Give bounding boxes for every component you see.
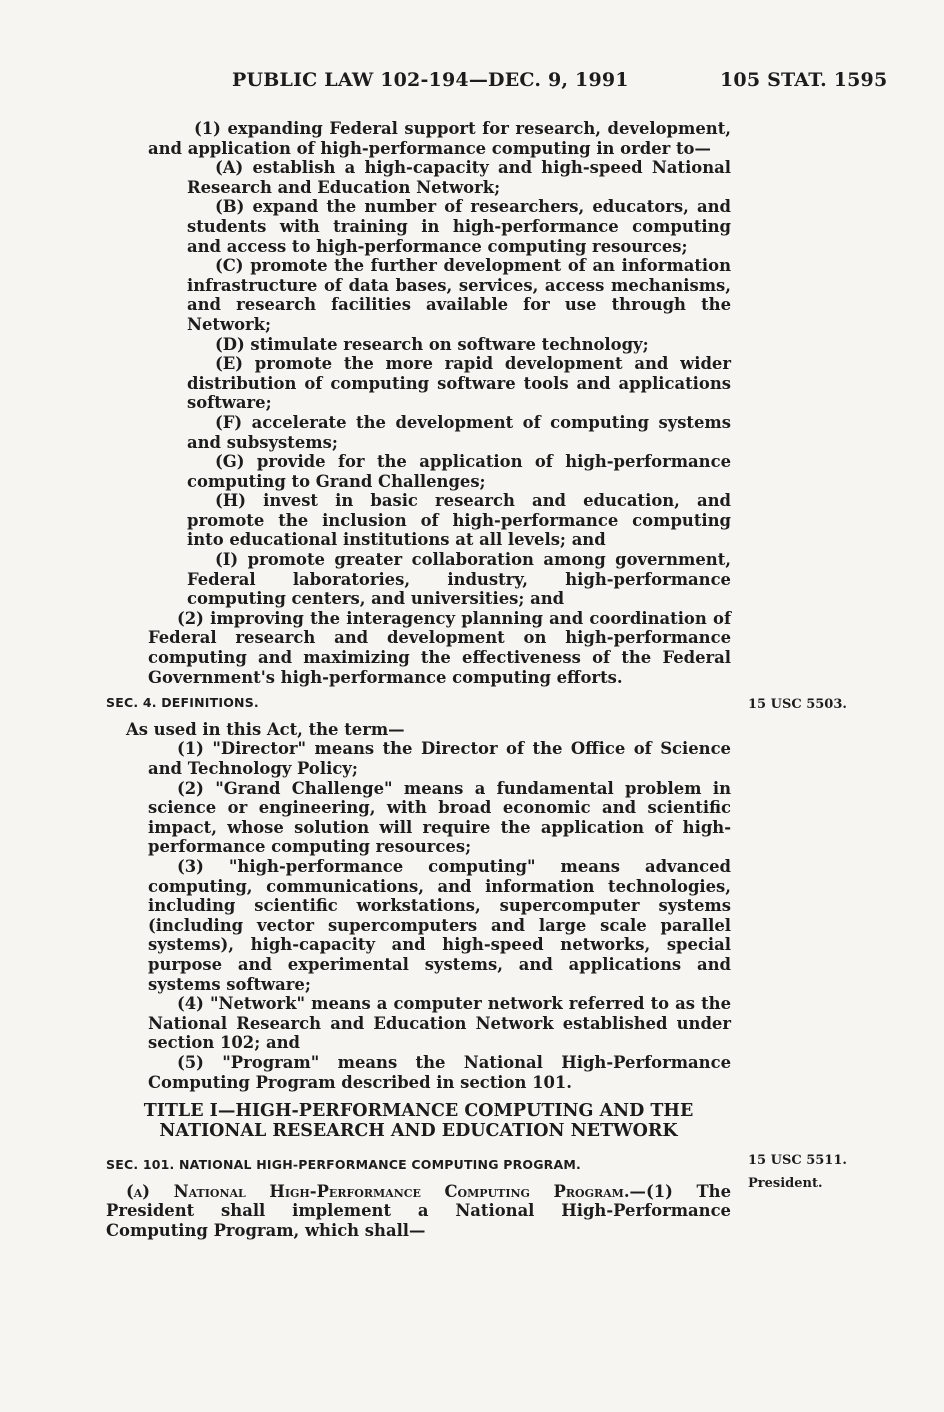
definition-3: (3) "high-performance computing" means advanced computing, communications, and information technologies, including scientific workstations, supercomputer systems (including vector supercomputers and large scale parallel systems), high-capacity and high-speed networks, special purpose and experimental systems, and applications and systems software; bbox=[148, 856, 731, 994]
page-header bbox=[0, 69, 944, 93]
purpose-item-1f: (F) accelerate the development of computing systems and subsystems; bbox=[187, 412, 731, 452]
purpose-item-1h: (H) invest in basic research and education, and promote the inclusion of high-performance computing into educational institutions at all levels; and bbox=[187, 491, 731, 550]
main-text bbox=[106, 119, 731, 1240]
margin-note-sec101: 15 USC 5511. bbox=[748, 1153, 847, 1168]
header-title: PUBLIC LAW 102-194—DEC. 9, 1991 bbox=[232, 69, 629, 91]
definition-5: (5) "Program" means the National High-Performance Computing Program described in section 101. bbox=[148, 1052, 731, 1092]
margin-note-sec4: 15 USC 5503. bbox=[748, 697, 847, 712]
definition-1: (1) "Director" means the Director of the Office of Science and Technology Policy; bbox=[148, 739, 731, 778]
section-101-para-a bbox=[106, 1182, 731, 1241]
header-stat-citation: 105 STAT. 1595 bbox=[720, 69, 888, 91]
title-1-heading: TITLE I—HIGH-PERFORMANCE COMPUTING AND THE NATIONAL RESEARCH AND EDUCATION NETWORK bbox=[143, 1101, 694, 1142]
margin-note-president: President. bbox=[748, 1176, 823, 1191]
purpose-item-1c: (C) promote the further development of an information infrastructure of data bases, services, access mechanisms, and research facilities available for use through the Network; bbox=[187, 256, 731, 334]
purpose-item-1: (1) expanding Federal support for research, development, and application of high-performance computing in order to— bbox=[148, 119, 731, 158]
purpose-item-1e: (E) promote the more rapid development and wider distribution of computing software tools and applications software; bbox=[187, 354, 731, 413]
purpose-item-1d: (D) stimulate research on software technology; bbox=[215, 334, 649, 354]
para-a-text: —(1) The President shall implement a National High-Performance Computing Program, which shall— bbox=[106, 1181, 731, 1240]
definitions-intro: As used in this Act, the term— bbox=[126, 719, 405, 739]
purpose-item-1b: (B) expand the number of researchers, educators, and students with training in high-performance computing and access to high-performance computing resources; bbox=[187, 197, 731, 256]
purpose-item-2: (2) improving the interagency planning and coordination of Federal research and development on high-performance computing and maximizing the effectiveness of the Federal Government's high-performance computing efforts. bbox=[148, 608, 731, 687]
definition-2: (2) "Grand Challenge" means a fundamental problem in science or engineering, with broad economic and scientific impact, whose solution will require the application of high-performance computing resources; bbox=[148, 778, 731, 857]
purpose-item-1i: (I) promote greater collaboration among government, Federal laboratories, industry, high-performance computing centers, and universities; and bbox=[187, 550, 731, 609]
section-4-heading: SEC. 4. DEFINITIONS. bbox=[106, 695, 259, 711]
para-a-caption: (a) National High-Performance Computing Program. bbox=[126, 1181, 630, 1201]
definition-4: (4) "Network" means a computer network referred to as the National Research and Education Network established under section 102; and bbox=[148, 994, 731, 1053]
section-101-heading: SEC. 101. NATIONAL HIGH-PERFORMANCE COMPUTING PROGRAM. bbox=[106, 1157, 581, 1173]
purpose-item-1a: (A) establish a high-capacity and high-speed National Research and Education Network; bbox=[187, 158, 731, 197]
purpose-item-1g: (G) provide for the application of high-performance computing to Grand Challenges; bbox=[187, 452, 731, 491]
